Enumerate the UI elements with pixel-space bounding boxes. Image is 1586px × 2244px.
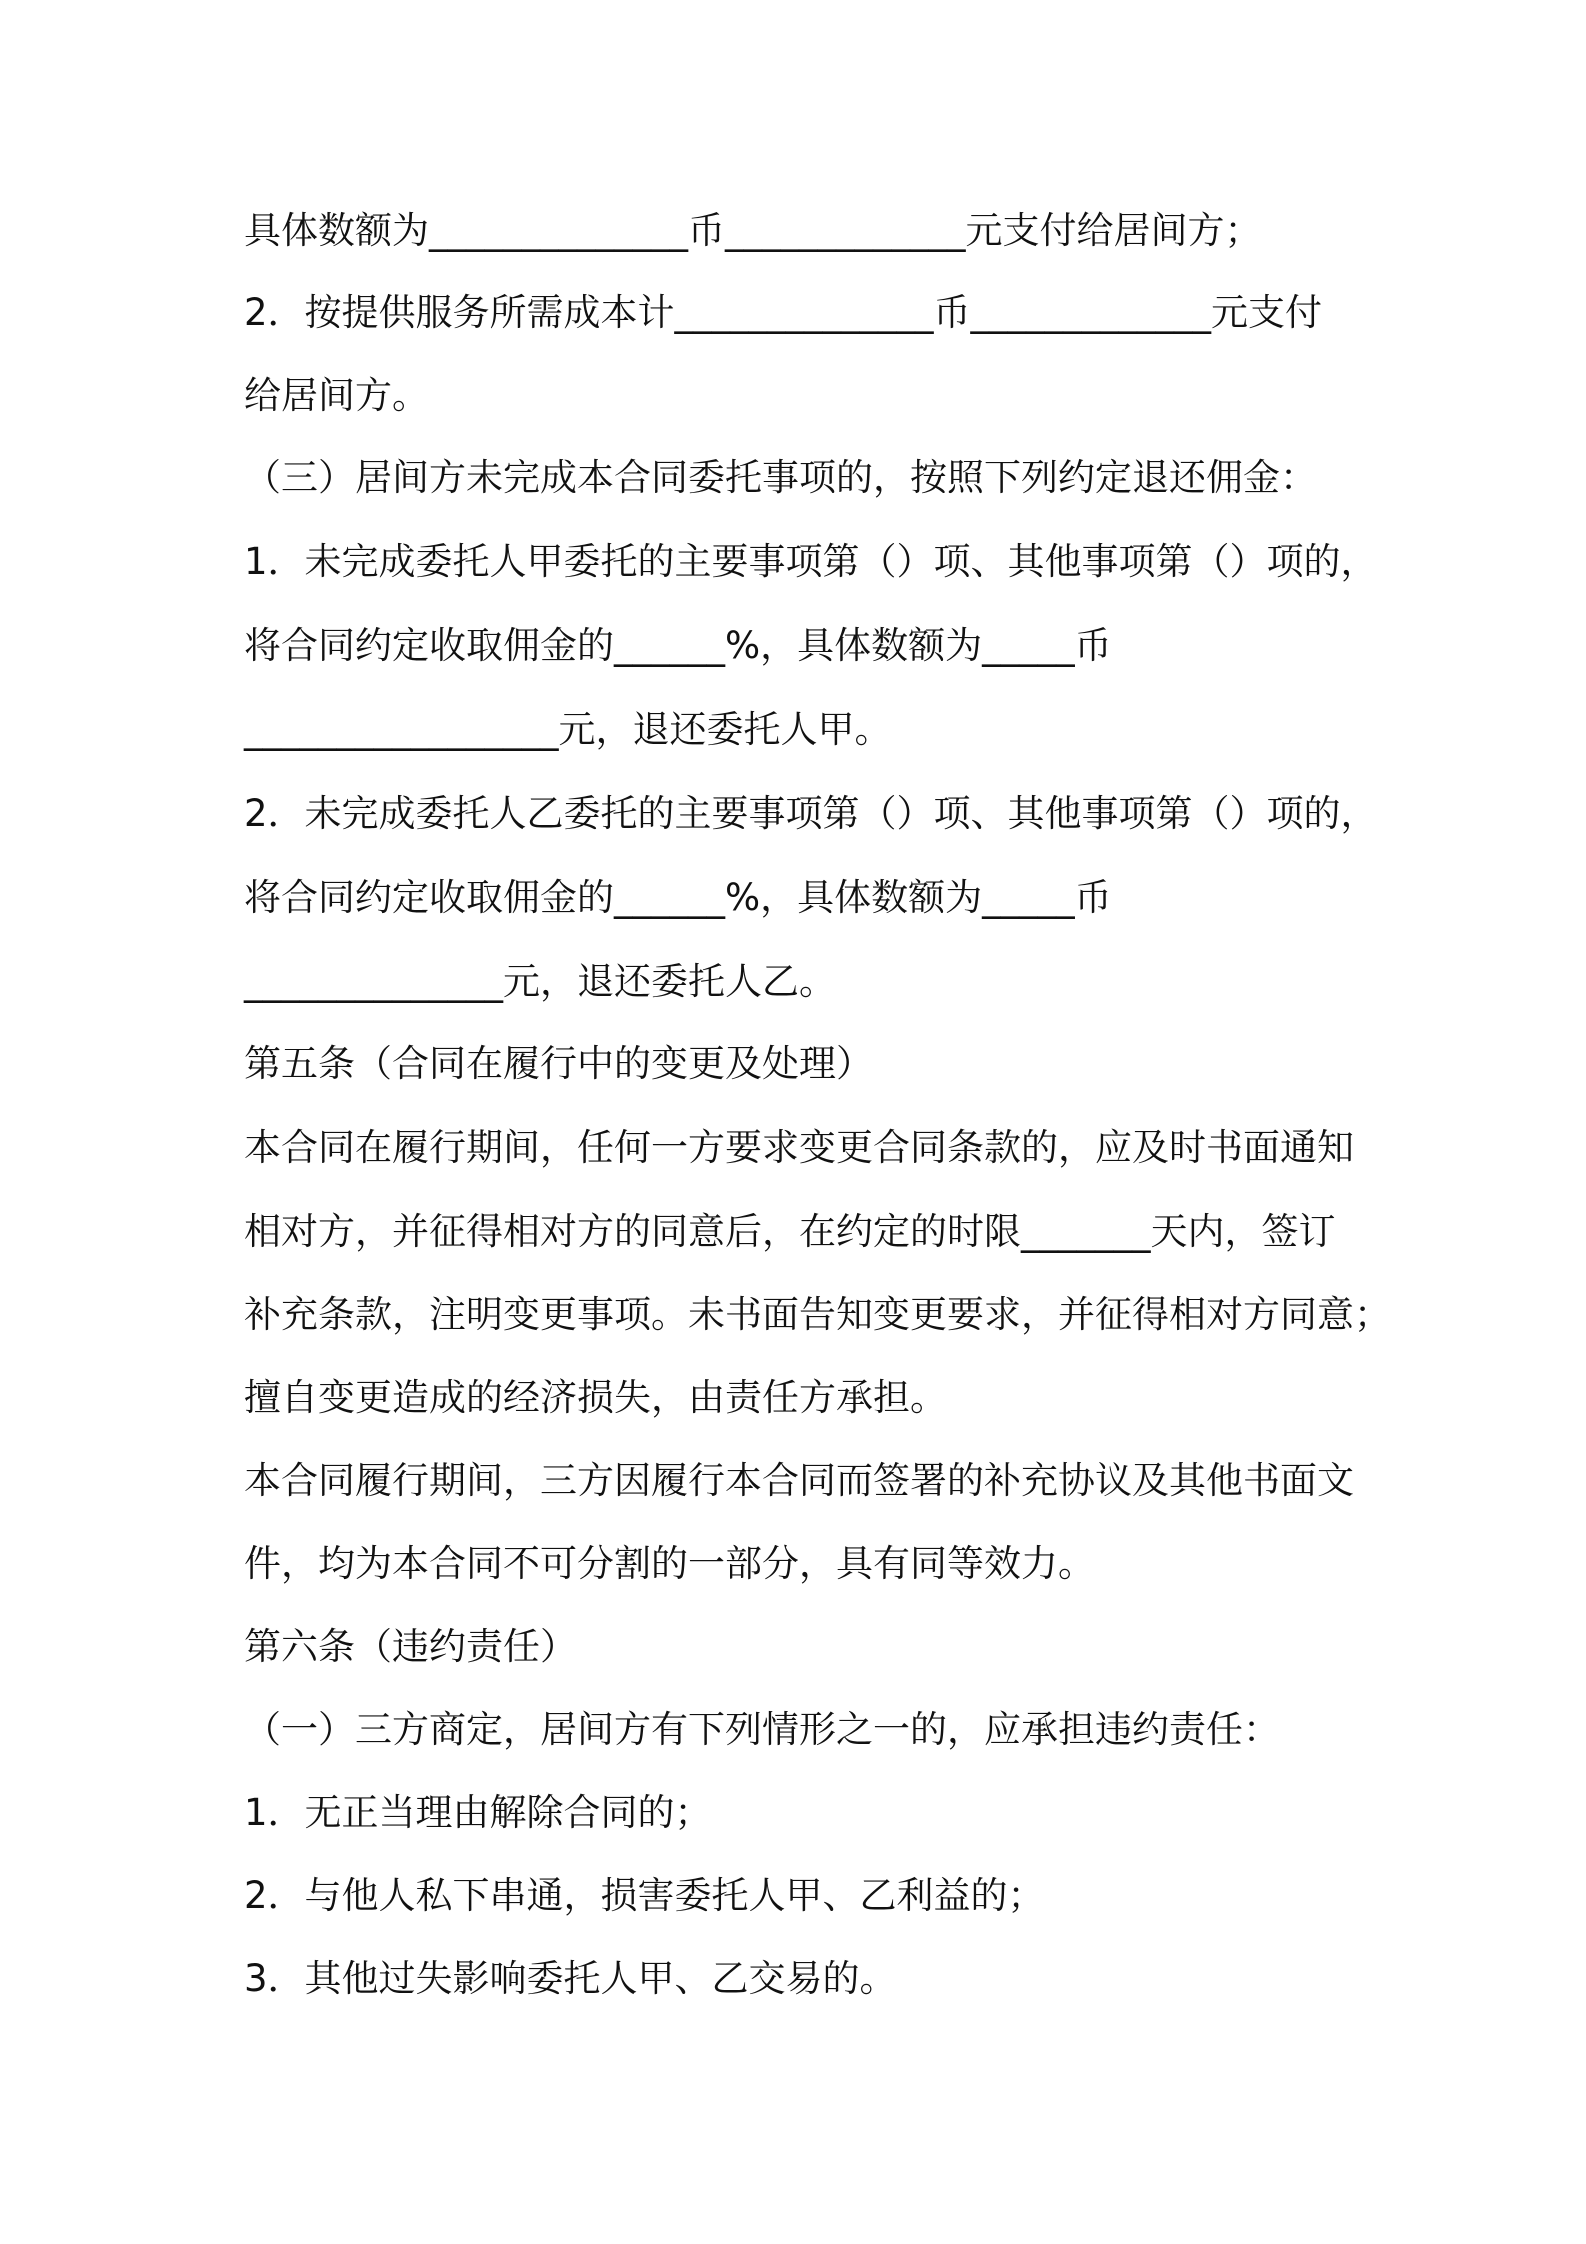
list-item: 2．与他人私下串通，损害委托人甲、乙利益的； — [244, 1874, 1045, 1917]
text-line: 给居间方。 — [244, 374, 429, 417]
text-line: 相对方，并征得相对方的同意后，在约定的时限_______天内，签订 — [244, 1210, 1336, 1253]
list-item: 1．无正当理由解除合同的； — [244, 1791, 712, 1834]
article-heading: 第五条（合同在履行中的变更及处理） — [244, 1042, 873, 1085]
section-heading: （一）三方商定，居间方有下列情形之一的，应承担违约责任： — [244, 1708, 1280, 1751]
text-line: 件，均为本合同不可分割的一部分，具有同等效力。 — [244, 1542, 1095, 1585]
text-line: 本合同在履行期间，任何一方要求变更合同条款的，应及时书面通知 — [244, 1126, 1354, 1169]
article-heading: 第六条（违约责任） — [244, 1625, 577, 1668]
text-line: _________________元，退还委托人甲。 — [244, 708, 892, 751]
list-item: 3．其他过失影响委托人甲、乙交易的。 — [244, 1957, 897, 2000]
text-line: 擅自变更造成的经济损失，由责任方承担。 — [244, 1376, 947, 1419]
text-line: 2．未完成委托人乙委托的主要事项第（）项、其他事项第（）项的， — [244, 792, 1378, 835]
text-line: 1．未完成委托人甲委托的主要事项第（）项、其他事项第（）项的， — [244, 540, 1378, 583]
text-line: 具体数额为______________币_____________元支付给居间方； — [244, 209, 1262, 252]
text-line: ______________元，退还委托人乙。 — [244, 960, 836, 1003]
text-line: 2．按提供服务所需成本计______________币_____________元支付 — [244, 291, 1323, 334]
text-line: 补充条款，注明变更事项。未书面告知变更要求，并征得相对方同意； — [244, 1293, 1391, 1336]
text-line: 将合同约定收取佣金的______%，具体数额为_____币 — [244, 624, 1112, 667]
text-line: 将合同约定收取佣金的______%，具体数额为_____币 — [244, 876, 1112, 919]
text-line: 本合同履行期间，三方因履行本合同而签署的补充协议及其他书面文 — [244, 1459, 1354, 1502]
section-heading: （三）居间方未完成本合同委托事项的，按照下列约定退还佣金： — [244, 456, 1317, 499]
